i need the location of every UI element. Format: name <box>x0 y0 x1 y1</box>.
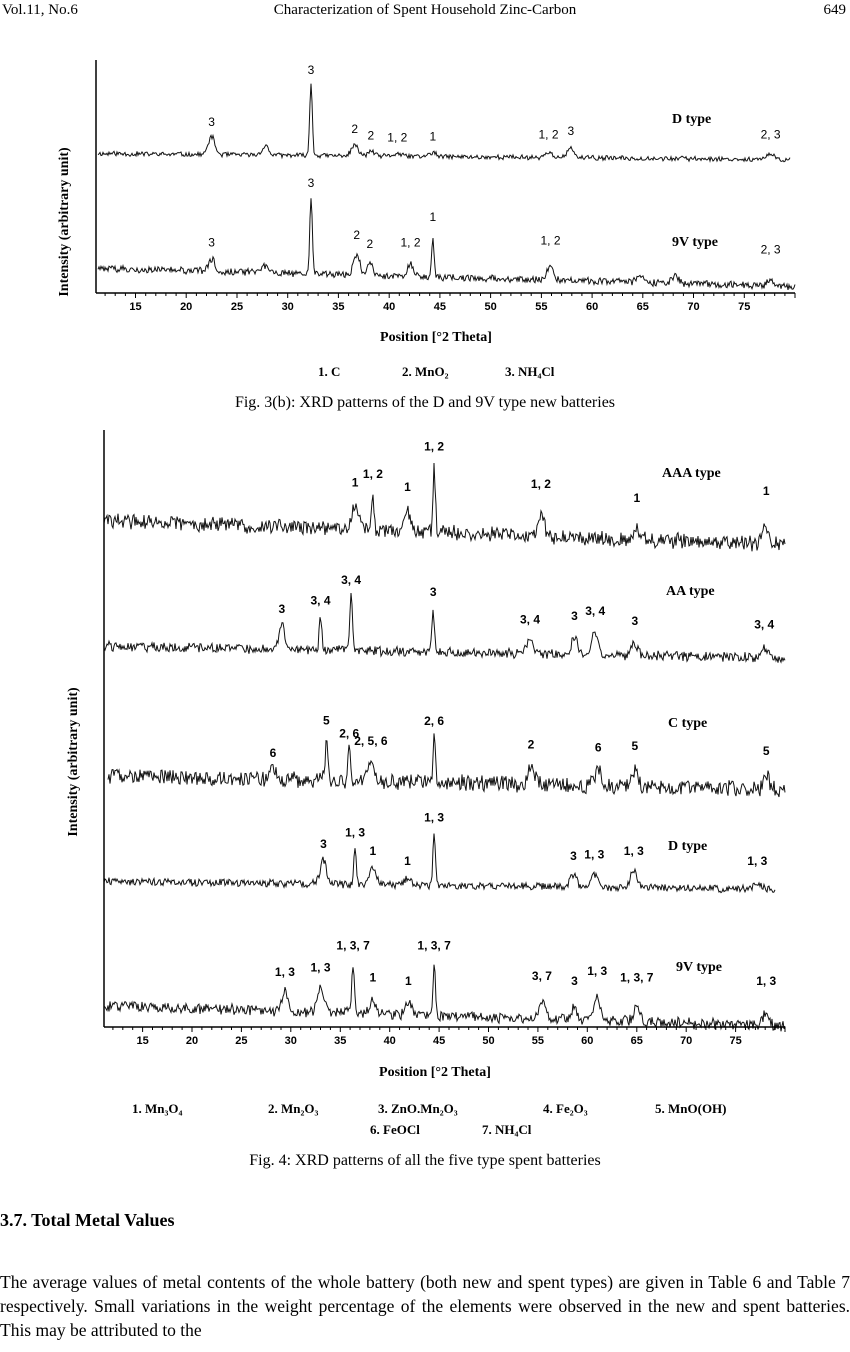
fig4-x-tick-label-4: 35 <box>334 1035 347 1047</box>
fig4-peak-label-4-0: 1, 3 <box>274 964 295 979</box>
fig4-peak-label-3-1: 1, 3 <box>345 825 366 840</box>
fig4-peak-label-2-3: 2, 5, 6 <box>354 733 388 748</box>
fig3-peak-label-1-3: 2 <box>353 228 361 243</box>
fig4-peak-label-4-10: 1, 3 <box>756 974 777 989</box>
fig4-peak-label-1-4: 3, 4 <box>519 612 541 627</box>
fig4-legend <box>132 1101 727 1137</box>
fig4-peak-label-3-7: 1, 3 <box>623 844 644 858</box>
fig4-legend-1: 1. Mn₃O₄ <box>132 1101 183 1116</box>
fig4-x-tick-label-12: 75 <box>729 1035 742 1047</box>
fig3-legend-1: 1. C <box>318 364 341 379</box>
fig4-x-tick-label-5: 40 <box>383 1035 396 1047</box>
fig4-x-tick-label-2: 25 <box>235 1035 248 1047</box>
fig4-x-axis-label: Position [°2 Theta] <box>379 1065 491 1080</box>
fig4-peak-label-3-0: 3 <box>320 837 327 852</box>
fig3-peak-label-0-4: 2 <box>367 128 375 143</box>
fig3-x-tick-label-8: 55 <box>535 301 548 313</box>
fig4-peak-label-2-6: 6 <box>594 740 602 755</box>
fig4-trace-name-0: AAA type <box>662 466 721 481</box>
fig3-x-tick-label-2: 25 <box>230 301 244 313</box>
fig4-x-tick-label-1: 20 <box>185 1035 199 1047</box>
fig3-peak-label-0-7: 1, 2 <box>538 127 559 142</box>
fig3-legend-3: 3. NH₄Cl <box>505 364 555 379</box>
fig4-legend-2: 2. Mn₂O₃ <box>268 1101 319 1116</box>
fig3-peak-label-0-8: 3 <box>567 124 575 138</box>
fig4-peak-label-0-1: 1, 2 <box>362 467 383 481</box>
fig4-peak-label-1-8: 3, 4 <box>754 617 775 632</box>
figure-3b-xrd-chart <box>0 50 850 390</box>
fig4-legend-3: 3. ZnO.Mn₂O₃ <box>378 1101 458 1116</box>
fig4-legend-4: 4. Fe₂O₃ <box>543 1101 588 1116</box>
fig4-peak-label-4-3: 1 <box>369 970 377 985</box>
fig4-x-tick-label-8: 55 <box>531 1035 545 1047</box>
fig3-x-tick-label-7: 50 <box>484 301 497 313</box>
fig4-peak-label-3-2: 1 <box>369 844 377 858</box>
fig3-x-tick-label-9: 60 <box>585 301 599 313</box>
journal-volume: Vol.11, No.6 <box>2 2 78 18</box>
fig3-traces <box>98 63 795 290</box>
fig3-x-tick-label-1: 20 <box>180 301 193 313</box>
fig4-peak-label-4-6: 3, 7 <box>531 969 552 983</box>
fig4-peak-label-4-8: 1, 3 <box>587 963 608 978</box>
fig3-peak-label-1-6: 1 <box>429 210 437 225</box>
fig4-peak-label-4-1: 1, 3 <box>310 960 331 975</box>
fig3-x-tick-label-6: 45 <box>433 301 447 313</box>
fig4-peak-label-1-0: 3 <box>278 602 286 617</box>
fig3-legend-2: 2. MnO₂ <box>402 364 449 379</box>
fig4-trace-name-4: 9V type <box>676 960 723 975</box>
fig4-trace-1 <box>104 593 785 663</box>
fig4-peak-label-0-6: 1 <box>762 484 770 498</box>
fig4-trace-name-3: D type <box>668 839 708 854</box>
fig4-peak-label-3-8: 1, 3 <box>747 854 768 869</box>
fig3-x-axis-label: Position [°2 Theta] <box>380 330 492 345</box>
fig3-peak-label-0-2: 3 <box>307 63 315 77</box>
fig4-peak-label-0-3: 1, 2 <box>424 439 445 454</box>
figure-4-caption: Fig. 4: XRD patterns of all the five type spent batteries <box>249 1152 601 1169</box>
fig3-trace-name-1: 9V type <box>672 235 719 250</box>
fig4-x-tick-label-3: 30 <box>284 1035 297 1047</box>
fig4-peak-label-4-9: 1, 3, 7 <box>620 970 654 985</box>
fig3-peak-label-0-0: 3 <box>208 115 215 129</box>
fig4-peak-label-1-6: 3, 4 <box>585 603 606 618</box>
fig3-peak-label-1-5: 1, 2 <box>400 235 421 250</box>
fig3-peak-label-0-3: 2 <box>351 122 359 137</box>
fig3-peak-label-1-7: 1, 2 <box>540 233 561 248</box>
fig4-x-tick-label-10: 65 <box>630 1035 643 1047</box>
page-header <box>0 0 850 22</box>
fig4-peak-label-4-4: 1 <box>405 974 412 989</box>
fig4-peak-label-2-1: 5 <box>323 713 330 728</box>
fig4-peak-label-1-5: 3 <box>571 609 578 623</box>
fig4-x-tick-label-7: 50 <box>482 1035 495 1047</box>
fig4-trace-name-1: AA type <box>666 584 715 599</box>
fig4-legend-5: 5. MnO(OH) <box>655 1101 727 1116</box>
fig4-trace-name-2: C type <box>668 716 708 731</box>
fig4-peak-label-0-4: 1, 2 <box>530 477 551 492</box>
fig3-x-tick-label-10: 65 <box>636 301 649 313</box>
fig4-peak-label-2-8: 5 <box>762 744 770 759</box>
fig4-peak-label-4-7: 3 <box>571 974 578 989</box>
fig3-trace-name-0: D type <box>672 112 712 127</box>
section-heading: 3.7. Total Metal Values <box>0 1210 175 1230</box>
fig4-x-tick-label-11: 70 <box>680 1035 693 1047</box>
fig3-peak-label-1-4: 2 <box>366 237 374 252</box>
fig4-peak-label-3-6: 1, 3 <box>584 847 605 862</box>
fig4-trace-2 <box>108 733 785 797</box>
page-number: 649 <box>823 2 846 18</box>
fig4-peak-label-1-2: 3, 4 <box>341 572 362 587</box>
fig4-legend-6: 6. FeOCl <box>370 1122 420 1137</box>
figure-4-xrd-chart <box>0 422 850 1144</box>
fig3-x-tick-label-11: 70 <box>687 301 700 313</box>
fig4-peak-label-0-0: 1 <box>351 475 359 490</box>
fig4-legend-7: 7. NH₄Cl <box>482 1122 532 1137</box>
fig4-peak-label-2-7: 5 <box>631 739 639 753</box>
fig4-peak-label-1-3: 3 <box>429 585 437 600</box>
fig4-peak-label-1-1: 3, 4 <box>310 593 331 608</box>
fig4-y-axis-label: Intensity (arbitrary unit) <box>66 687 81 837</box>
fig3-peak-label-1-0: 3 <box>208 235 215 250</box>
fig3-peak-label-1-2: 3 <box>307 176 315 191</box>
fig4-peak-label-4-5: 1, 3, 7 <box>417 938 451 953</box>
fig4-peak-label-3-3: 1 <box>404 854 411 869</box>
fig3-x-tick-label-12: 75 <box>738 301 751 313</box>
fig4-peak-label-2-2: 2, 6 <box>339 726 360 741</box>
fig4-peak-label-2-0: 6 <box>269 745 277 760</box>
fig3-x-tick-label-0: 15 <box>129 301 142 313</box>
body-paragraph: The average values of metal contents of the whole battery (both new and spent types) are given in Table 6 and Table 7 respectively. Small variations in the weight percentage of the elements were observed in the new and spent batteries. This may be attributed to the <box>0 1272 850 1340</box>
fig4-peak-label-4-2: 1, 3, 7 <box>336 938 370 953</box>
fig4-axes <box>104 430 785 1047</box>
figure-3b-caption: Fig. 3(b): XRD patterns of the D and 9V type new batteries <box>234 394 616 411</box>
fig3-legend <box>318 364 555 379</box>
fig4-traces <box>104 439 785 1031</box>
fig4-peak-label-2-5: 2 <box>527 737 535 752</box>
fig4-peak-label-1-7: 3 <box>631 614 639 629</box>
fig3-x-tick-label-3: 30 <box>281 301 294 313</box>
fig4-peak-label-3-5: 3 <box>570 849 577 864</box>
fig4-peak-label-2-4: 2, 6 <box>424 713 445 728</box>
fig4-peak-label-3-4: 1, 3 <box>424 810 445 825</box>
fig3-y-axis-label: Intensity (arbitrary unit) <box>57 147 72 297</box>
fig4-peak-label-0-2: 1 <box>404 479 411 494</box>
fig3-peak-label-0-9: 2, 3 <box>760 127 781 142</box>
fig3-x-tick-label-4: 35 <box>332 301 345 313</box>
fig3-x-tick-label-5: 40 <box>383 301 396 313</box>
fig3-peak-label-0-5: 1, 2 <box>387 130 408 145</box>
fig4-peak-label-0-5: 1 <box>633 490 641 505</box>
fig3-peak-label-1-10: 2, 3 <box>760 242 781 257</box>
running-title: Characterization of Spent Household Zinc-Carbon <box>273 2 577 18</box>
fig4-x-tick-label-9: 60 <box>581 1035 594 1047</box>
fig4-x-tick-label-0: 15 <box>136 1035 149 1047</box>
fig3-peak-label-0-6: 1 <box>429 129 437 144</box>
fig4-x-tick-label-6: 45 <box>432 1035 446 1047</box>
